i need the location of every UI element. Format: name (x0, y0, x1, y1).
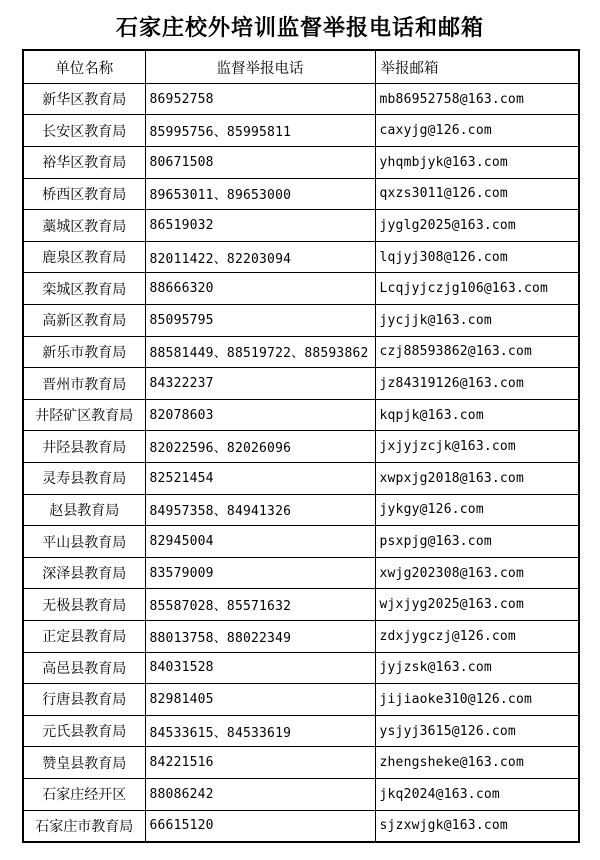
page-title: 石家庄校外培训监督举报电话和邮箱 (115, 15, 484, 40)
table-row (23, 684, 579, 716)
report-table (22, 49, 580, 842)
table-row (23, 589, 579, 621)
report-phone-cell: 84031528 (145, 652, 375, 684)
report-phone-cell: 88013758、88022349 (145, 620, 375, 652)
report-phone-cell: 66615120 (145, 810, 375, 842)
report-email-cell: yhqmbjyk@163.com (375, 147, 579, 179)
table-row (23, 241, 579, 273)
unit-name-cell: 高新区教育局 (23, 305, 145, 337)
table-row (23, 747, 579, 779)
unit-name-cell: 石家庄市教育局 (23, 810, 145, 842)
column-header-report-email: 举报邮箱 (375, 50, 579, 83)
report-email-cell: zdxjygczj@126.com (375, 620, 579, 652)
report-phone-cell: 84533615、84533619 (145, 715, 375, 747)
table-row (23, 83, 579, 115)
report-phone-cell: 82521454 (145, 463, 375, 495)
report-email-cell: jyglg2025@163.com (375, 210, 579, 242)
table-row (23, 778, 579, 810)
table-row (23, 399, 579, 431)
report-phone-cell: 82022596、82026096 (145, 431, 375, 463)
unit-name-cell: 藁城区教育局 (23, 210, 145, 242)
column-header-report-phone: 监督举报电话 (145, 50, 375, 83)
table-row (23, 273, 579, 305)
report-email-cell: qxzs3011@126.com (375, 178, 579, 210)
report-email-cell: psxpjg@163.com (375, 526, 579, 558)
table-row (23, 494, 579, 526)
report-phone-cell: 88666320 (145, 273, 375, 305)
report-email-cell: jyjzsk@163.com (375, 652, 579, 684)
report-email-cell: xwjg202308@163.com (375, 557, 579, 589)
unit-name-cell: 石家庄经开区 (23, 778, 145, 810)
report-email-cell: caxyjg@126.com (375, 115, 579, 147)
unit-name-cell: 灵寿县教育局 (23, 463, 145, 495)
report-phone-cell: 88581449、88519722、88593862 (145, 336, 375, 368)
table-row (23, 368, 579, 400)
table-row (23, 178, 579, 210)
unit-name-cell: 井陉矿区教育局 (23, 399, 145, 431)
column-header-unit-name: 单位名称 (23, 50, 145, 83)
report-phone-cell: 84957358、84941326 (145, 494, 375, 526)
table-row (23, 557, 579, 589)
report-email-cell: xwpxjg2018@163.com (375, 463, 579, 495)
report-email-cell: jxjyjzcjk@163.com (375, 431, 579, 463)
report-email-cell: ysjyj3615@126.com (375, 715, 579, 747)
report-phone-cell: 86952758 (145, 83, 375, 115)
table-row (23, 715, 579, 747)
unit-name-cell: 无极县教育局 (23, 589, 145, 621)
unit-name-cell: 赞皇县教育局 (23, 747, 145, 779)
report-phone-cell: 85095795 (145, 305, 375, 337)
table-row (23, 147, 579, 179)
unit-name-cell: 裕华区教育局 (23, 147, 145, 179)
table-row (23, 620, 579, 652)
report-email-cell: sjzxwjgk@163.com (375, 810, 579, 842)
unit-name-cell: 行唐县教育局 (23, 684, 145, 716)
report-email-cell: Lcqjyjczjg106@163.com (375, 273, 579, 305)
unit-name-cell: 新乐市教育局 (23, 336, 145, 368)
report-phone-cell: 84221516 (145, 747, 375, 779)
report-email-cell: jz84319126@163.com (375, 368, 579, 400)
report-phone-cell: 89653011、89653000 (145, 178, 375, 210)
table-row (23, 115, 579, 147)
report-phone-cell: 88086242 (145, 778, 375, 810)
table-row (23, 210, 579, 242)
table-row (23, 431, 579, 463)
report-phone-cell: 84322237 (145, 368, 375, 400)
report-email-cell: jykgy@126.com (375, 494, 579, 526)
table-row (23, 810, 579, 842)
report-email-cell: jycjjk@163.com (375, 305, 579, 337)
report-phone-cell: 80671508 (145, 147, 375, 179)
table-row (23, 526, 579, 558)
report-phone-cell: 82981405 (145, 684, 375, 716)
report-email-cell: kqpjk@163.com (375, 399, 579, 431)
unit-name-cell: 井陉县教育局 (23, 431, 145, 463)
report-phone-cell: 83579009 (145, 557, 375, 589)
unit-name-cell: 新华区教育局 (23, 83, 145, 115)
report-phone-cell: 86519032 (145, 210, 375, 242)
unit-name-cell: 高邑县教育局 (23, 652, 145, 684)
unit-name-cell: 元氏县教育局 (23, 715, 145, 747)
report-phone-cell: 82011422、82203094 (145, 241, 375, 273)
unit-name-cell: 鹿泉区教育局 (23, 241, 145, 273)
unit-name-cell: 栾城区教育局 (23, 273, 145, 305)
report-email-cell: mb86952758@163.com (375, 83, 579, 115)
unit-name-cell: 长安区教育局 (23, 115, 145, 147)
report-email-cell: jijiaoke310@126.com (375, 684, 579, 716)
report-phone-cell: 85587028、85571632 (145, 589, 375, 621)
unit-name-cell: 晋州市教育局 (23, 368, 145, 400)
table-row (23, 336, 579, 368)
report-email-cell: czj88593862@163.com (375, 336, 579, 368)
report-email-cell: lqjyj308@126.com (375, 241, 579, 273)
table-header-row (23, 50, 579, 83)
unit-name-cell: 桥西区教育局 (23, 178, 145, 210)
unit-name-cell: 正定县教育局 (23, 620, 145, 652)
report-phone-cell: 85995756、85995811 (145, 115, 375, 147)
report-email-cell: wjxjyg2025@163.com (375, 589, 579, 621)
report-phone-cell: 82945004 (145, 526, 375, 558)
report-email-cell: jkq2024@163.com (375, 778, 579, 810)
report-table-body (23, 83, 579, 841)
report-email-cell: zhengsheke@163.com (375, 747, 579, 779)
table-row (23, 463, 579, 495)
report-phone-cell: 82078603 (145, 399, 375, 431)
unit-name-cell: 深泽县教育局 (23, 557, 145, 589)
unit-name-cell: 平山县教育局 (23, 526, 145, 558)
table-row (23, 652, 579, 684)
unit-name-cell: 赵县教育局 (23, 494, 145, 526)
table-row (23, 305, 579, 337)
